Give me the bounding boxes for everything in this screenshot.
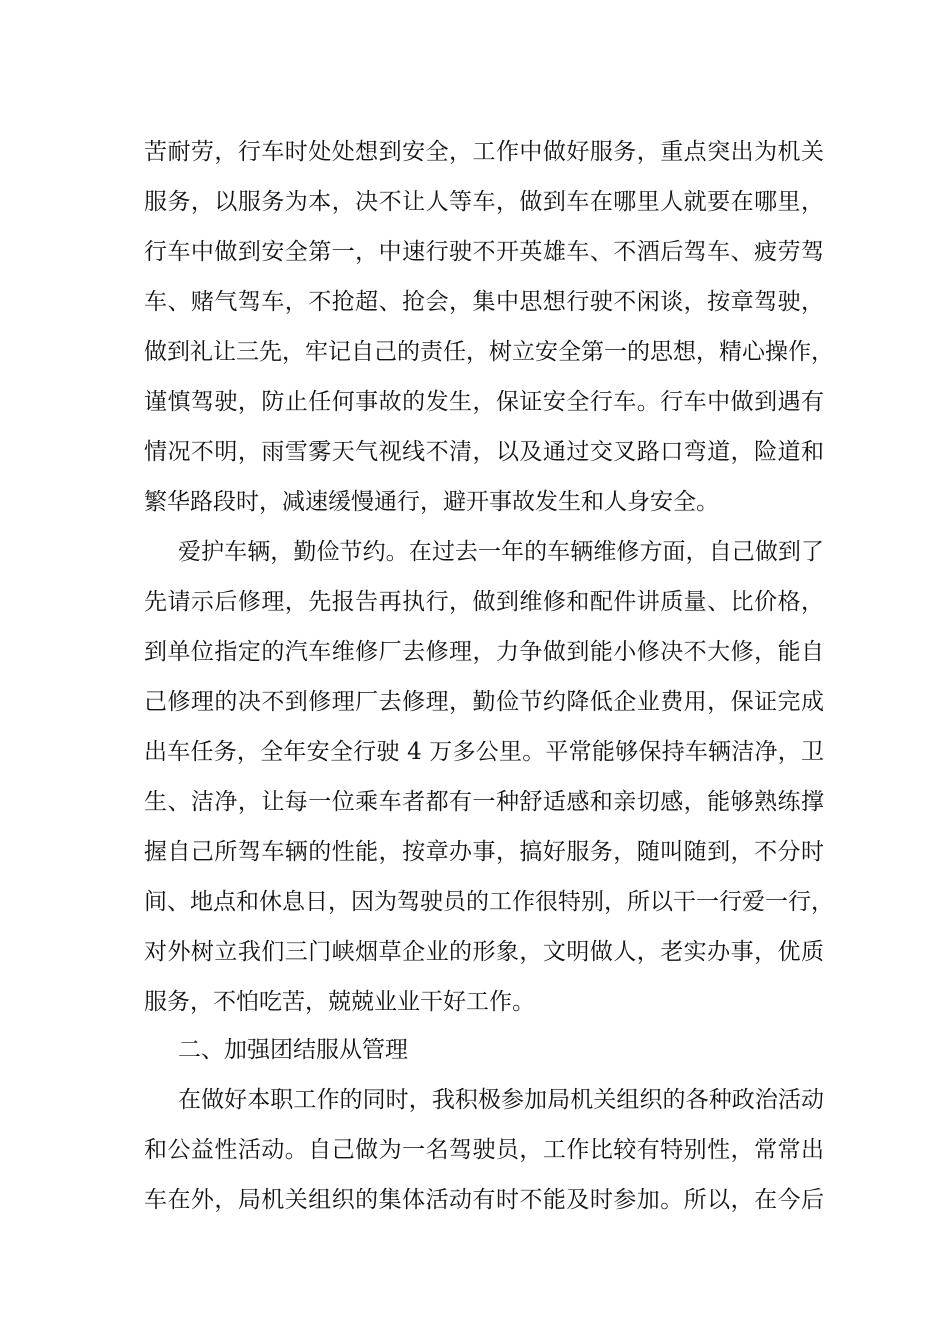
paragraph-first-line: 在做好本职工作的同时，我积极参加局机关组织的各种政治活动 <box>178 1087 824 1113</box>
text-line: 己修理的决不到修理厂去修理，勤俭节约降低企业费用，保证完成 <box>144 689 824 715</box>
text-line: 对外树立我们三门峡烟草企业的形象，文明做人，老实办事，优质 <box>144 939 824 965</box>
text-line: 车、赌气驾车，不抢超、抢会，集中思想行驶不闲谈，按章驾驶， <box>144 289 824 315</box>
text-line: 车在外，局机关组织的集体活动有时不能及时参加。所以，在今后 <box>144 1187 824 1213</box>
text-line: 情况不明，雨雪雾天气视线不清，以及通过交叉路口弯道，险道和 <box>144 439 824 465</box>
text-line: 握自己所驾车辆的性能，按章办事，搞好服务，随叫随到，不分时 <box>144 839 824 865</box>
text-line: 服务，以服务为本，决不让人等车，做到车在哪里人就要在哪里， <box>144 189 824 215</box>
paragraph-first-line: 爱护车辆，勤俭节约。在过去一年的车辆维修方面，自己做到了 <box>178 539 824 565</box>
text-line: 和公益性活动。自己做为一名驾驶员，工作比较有特别性，常常出 <box>144 1137 824 1163</box>
text-line: 谨慎驾驶，防止任何事故的发生，保证安全行车。行车中做到遇有 <box>144 389 824 415</box>
text-line: 服务，不怕吃苦，兢兢业业干好工作。 <box>144 989 535 1015</box>
section-heading: 二、加强团结服从管理 <box>178 1037 408 1063</box>
text-line: 生、洁净，让每一位乘车者都有一种舒适感和亲切感，能够熟练撑 <box>144 789 824 815</box>
text-line: 出车任务，全年安全行驶 4 万多公里。平常能够保持车辆洁净，卫 <box>144 739 824 765</box>
text-line: 繁华路段时，减速缓慢通行，避开事故发生和人身安全。 <box>144 489 719 515</box>
text-line: 苦耐劳，行车时处处想到安全，工作中做好服务，重点突出为机关 <box>144 139 824 165</box>
text-line: 行车中做到安全第一，中速行驶不开英雄车、不酒后驾车、疲劳驾 <box>144 239 824 265</box>
text-line: 到单位指定的汽车维修厂去修理，力争做到能小修决不大修，能自 <box>144 639 824 665</box>
text-line: 间、地点和休息日，因为驾驶员的工作很特别，所以干一行爱一行， <box>144 889 834 915</box>
text-line: 先请示后修理，先报告再执行，做到维修和配件讲质量、比价格， <box>144 589 824 615</box>
text-line: 做到礼让三先，牢记自己的责任，树立安全第一的思想，精心操作， <box>144 339 834 365</box>
